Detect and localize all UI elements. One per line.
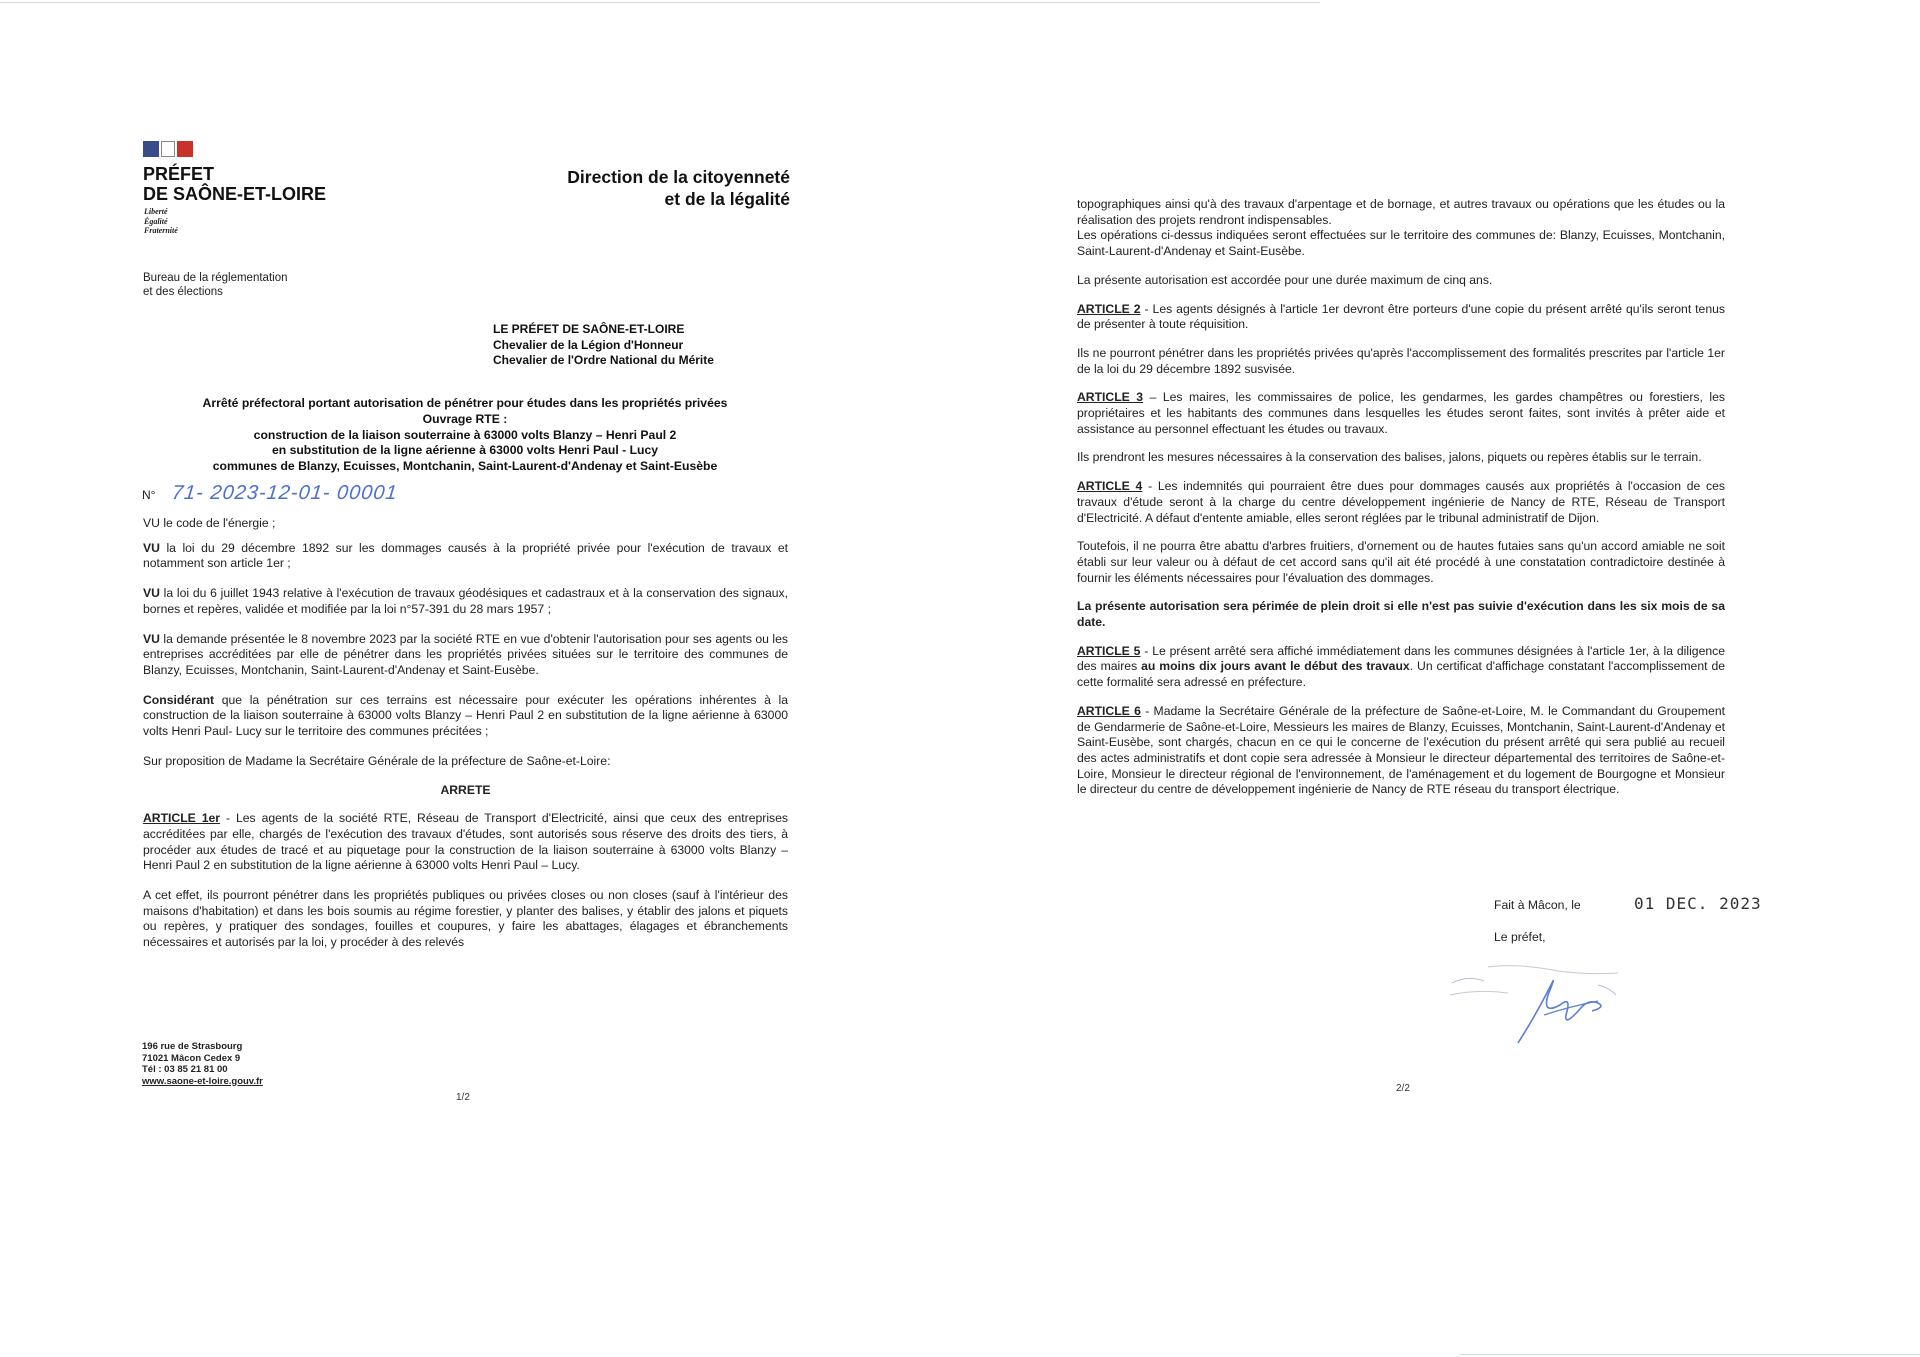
considerant-keyword: Considérant xyxy=(143,692,215,707)
marianne-logo-icon xyxy=(143,141,195,157)
bureau-line-1: Bureau de la réglementation xyxy=(143,272,288,284)
considerant xyxy=(143,693,788,740)
arrete-title-line-3: construction de la liaison souterraine à 63000 volts Blanzy – Henri Paul 2 xyxy=(253,427,677,442)
vu-1892 xyxy=(143,541,788,572)
article-3 xyxy=(1077,390,1725,437)
page-number-2: 2/2 xyxy=(1396,1083,1410,1094)
article-5-text-a: - Le présent arrêté sera affiché immédiatement dans les communes désignées à l'article 1er, à la diligence des maires xyxy=(1077,643,1725,674)
footer-street: 196 rue de Strasbourg xyxy=(142,1041,243,1052)
bureau-label xyxy=(143,271,288,299)
prefet-title: LE PRÉFET DE SAÔNE-ET-LOIRE xyxy=(493,322,685,336)
prefect-name-line-1: PRÉFET xyxy=(143,164,215,184)
proposition: Sur proposition de Madame la Secrétaire Générale de la préfecture de Saône-et-Loire: xyxy=(143,753,611,768)
vu-keyword: VU xyxy=(143,586,160,601)
body-page-1 xyxy=(143,516,788,965)
prefet-title-block xyxy=(493,322,714,369)
bureau-line-2: et des élections xyxy=(143,286,223,298)
a-cet-effet: A cet effet, ils pourront pénétrer dans les propriétés publiques ou privées closes ou non closes (sauf à l'intérieur des maisons d'habitation) et dans les bois soumis au régime forestier, y planter des balises, y établir des jalons et piquets ou repères, y pratiquer des sondages, fouilles et coupures, y faire les abattages, élagages et ébranchements nécessaires et autorisés par la loi, y procéder à des relevés xyxy=(143,887,788,950)
article-2 xyxy=(1077,302,1725,333)
le-prefet-label: Le préfet, xyxy=(1494,930,1546,944)
body-page-2 xyxy=(1077,197,1725,811)
page-number-1: 1/2 xyxy=(456,1092,470,1103)
vu-energy: VU le code de l'énergie ; xyxy=(143,516,276,530)
arrete-number-label: N° xyxy=(142,488,156,502)
arrete-title-line-4: en substitution de la ligne aérienne à 63000 volts Henri Paul - Lucy xyxy=(271,443,659,458)
motto-egalite: Égalité xyxy=(144,216,168,226)
arrete-heading: ARRETE xyxy=(440,783,491,798)
article-4 xyxy=(1077,479,1725,526)
vu-1892-text: la loi du 29 décembre 1892 sur les dommages causés à la propriété privée pour l'exécution de travaux et notamment son article 1er ; xyxy=(143,540,788,571)
footer-city: 71021 Mâcon Cedex 9 xyxy=(142,1052,241,1064)
footer-phone: Tél : 03 85 21 81 00 xyxy=(142,1064,228,1075)
article-5 xyxy=(1077,644,1725,691)
arrete-title-line-1: Arrêté préfectoral portant autorisation de pénétrer pour études dans les propriétés privées xyxy=(202,396,728,410)
flag-white-bar xyxy=(161,141,175,157)
direction-line-1: Direction de la citoyenneté xyxy=(567,167,790,187)
article-6-label: ARTICLE 6 xyxy=(1077,703,1141,718)
footer-address xyxy=(142,1041,263,1087)
article-4-text: - Les indemnités qui pourraient être dues pour dommages causés aux propriétés à l'occasion de ces travaux d'étude seront à la charge du centre développement ingénierie de Nancy de RTE, Réseau de Transport d'Electricité. A défaut d'entente amiable, elles seront réglées par le tribunal administratif de Dijon. xyxy=(1077,479,1725,525)
article-2-label: ARTICLE 2 xyxy=(1077,301,1141,316)
republic-motto xyxy=(144,207,178,236)
considerant-text: que la pénétration sur ces terrains est nécessaire pour exécuter les opérations inhérentes à la construction de la liaison souterraine à 63000 volts Blanzy – Henri Paul 2 en substitution de la ligne aérienne à 63000 volts Henri Paul- Lucy sur le territoire des communes précitées ; xyxy=(143,692,788,739)
vu-1943 xyxy=(143,586,788,617)
article-5-label: ARTICLE 5 xyxy=(1077,643,1141,658)
article-4-cont: Toutefois, il ne pourra être abattu d'arbres fruitiers, d'ornement ou de hautes futaies sans qu'un accord amiable ne soit établi sur leur valeur ou à défaut de cet accord sans qu'il ait été procédé à une constatation contradictoire destinée à fournir les éléments nécessaires pour l'évaluation des dommages. xyxy=(1077,539,1725,585)
article-1 xyxy=(143,811,788,874)
peremption-notice: La présente autorisation sera périmée de plein droit si elle n'est pas suivie d'exécution dans les six mois de sa date. xyxy=(1077,599,1725,630)
vu-demande-text: la demande présentée le 8 novembre 2023 par la société RTE en vue d'obtenir l'autorisation pour ses agents ou les entreprises accréditées par elle de pénétrer dans les propriétés privées situées sur le territoire des communes de Blanzy, Ecuisses, Montchanin, Saint-Laurent-d'Andenay et Saint-Eusèbe. xyxy=(143,631,788,677)
vu-1943-text: la loi du 6 juillet 1943 relative à l'exécution de travaux géodésiques et cadastraux et à la conservation des signaux, bornes et repères, validée et modifiée par la loi n°57-391 du 28 mars 1957 ; xyxy=(143,586,788,616)
vu-demande xyxy=(143,632,788,679)
duree: La présente autorisation est accordée pour une durée maximum de cinq ans. xyxy=(1077,272,1493,287)
prefet-honour-1: Chevalier de la Légion d'Honneur xyxy=(493,337,684,352)
arrete-title xyxy=(140,396,790,475)
continuation: topographiques ainsi qu'à des travaux d'arpentage et de bornage, et autres travaux ou opérations que les études ou la réalisation des projets rendront indispensables. xyxy=(1077,197,1725,227)
article-4-label: ARTICLE 4 xyxy=(1077,479,1143,494)
motto-fraternite: Fraternité xyxy=(144,226,178,235)
prefet-honour-2: Chevalier de l'Ordre National du Mérite xyxy=(493,353,714,367)
arrete-number-handwritten: 71- 2023-12-01- 00001 xyxy=(170,482,399,504)
article-2-cont: Ils ne pourront pénétrer dans les propriétés privées qu'après l'accomplissement des formalités prescrites par l'article 1er de la loi du 29 décembre 1892 susvisée. xyxy=(1077,345,1725,376)
vu-keyword: VU xyxy=(143,540,160,555)
prefect-name-line-2: DE SAÔNE-ET-LOIRE xyxy=(143,184,327,204)
article-6-text: - Madame la Secrétaire Générale de la préfecture de Saône-et-Loire, M. le Commandant du Groupement de Gendarmerie de Saône-et-Loire, Messieurs les maires de Blanzy, Ecuisses, Montchanin, Saint-Laurent-d'Andenay et Saint-Eusèbe, sont chargés, chacun en ce qui le concerne de l'exécution du présent arrêté qui sera publié au recueil des actes administratifs et dont copie sera adressée à Monsieur le directeur départemental des territoires de Saône-et-Loire, Monsieur le directeur régional de l'environnement, de l'aménagement et du logement de Bourgogne et Monsieur le directeur du centre de développement ingénierie de Nancy de RTE réseau du transport électrique. xyxy=(1077,703,1725,797)
direction-heading xyxy=(480,166,790,210)
arrete-title-line-2: Ouvrage RTE : xyxy=(422,411,508,426)
date-stamp: 01 DEC. 2023 xyxy=(1634,894,1762,913)
article-3-cont: Ils prendront les mesures nécessaires à la conservation des balises, jalons, piquets ou repères établis sur le terrain. xyxy=(1077,450,1702,465)
operations: Les opérations ci-dessus indiquées seront effectuées sur le territoire des communes de: Blanzy, Ecuisses, Montchanin, Saint-Laurent-d'Andenay et Saint-Eusèbe. xyxy=(1077,228,1725,259)
motto-liberte: Liberté xyxy=(144,207,168,216)
article-1-label: ARTICLE 1er xyxy=(143,811,221,826)
flag-blue-bar xyxy=(143,141,159,157)
article-3-text: – Les maires, les commissaires de police, les gendarmes, les gardes champêtres ou forestiers, les propriétaires et les habitants des communes dans lesquelles les études seront faites, sont invités à prêter aide et assistance au personnel effectuant les études ou travaux. xyxy=(1077,390,1725,436)
arrete-title-line-5: communes de Blanzy, Ecuisses, Montchanin, Saint-Laurent-d'Andenay et Saint-Eusèbe xyxy=(212,459,718,474)
article-5-text-b: . Un certificat d'affichage constatant l'accomplissement de cette formalité sera adressé en préfecture. xyxy=(1077,659,1725,690)
fait-a-macon: Fait à Mâcon, le xyxy=(1494,898,1581,912)
direction-line-2: et de la légalité xyxy=(664,189,790,209)
flag-red-bar xyxy=(177,141,193,157)
article-2-text: - Les agents désignés à l'article 1er devront être porteurs d'une copie du présent arrêté qu'ils seront tenus de présenter à toute réquisition. xyxy=(1077,301,1725,332)
article-5-emphasis: au moins dix jours avant le début des travaux xyxy=(1141,659,1410,674)
article-6 xyxy=(1077,704,1725,798)
article-3-label: ARTICLE 3 xyxy=(1077,390,1144,405)
vu-keyword: VU xyxy=(143,631,160,646)
article-1-text: - Les agents de la société RTE, Réseau de Transport d'Electricité, ainsi que ceux des entreprises accréditées par elle, chargés de l'exécution des travaux d'études, sont autorisés sous réserve des droits des tiers, à procéder aux études de tracé et au piquetage pour la construction de la liaison souterraine à 63000 volts Blanzy – Henri Paul 2 en substitution de la ligne aérienne à 63000 volts Henri Paul – Lucy. xyxy=(143,811,788,873)
prefect-name xyxy=(143,164,326,204)
handwritten-signature-icon xyxy=(1448,965,1638,1045)
footer-website-link[interactable]: www.saone-et-loire.gouv.fr xyxy=(142,1075,263,1087)
